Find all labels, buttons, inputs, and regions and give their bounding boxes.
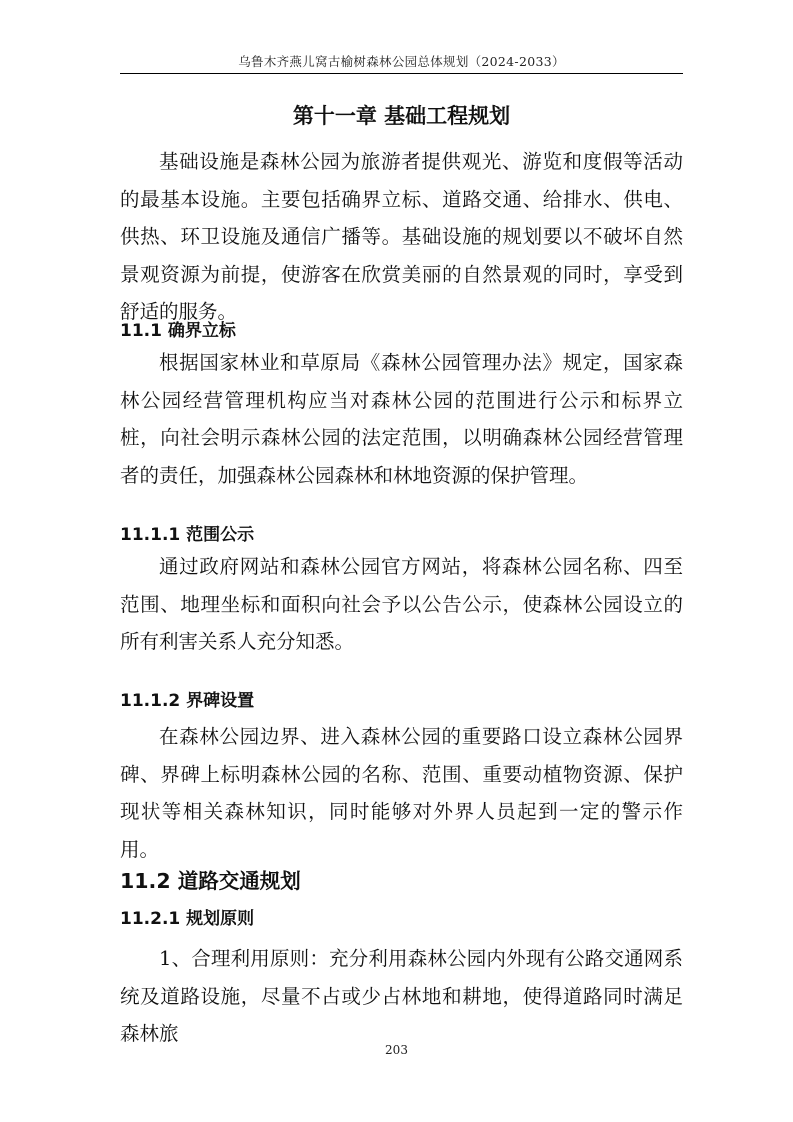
chapter-title: 第十一章 基础工程规划 <box>292 104 511 128</box>
section-11-2-1-paragraph: 1、合理利用原则：充分利用森林公园内外现有公路交通网系统及道路设施，尽量不占或少占林地和耕地，使得道路同时满足森林旅 <box>120 947 683 1045</box>
section-11-1-heading: 11.1 确界立标 <box>120 321 236 341</box>
section-11-2-heading: 11.2 道路交通规划 <box>120 869 301 893</box>
section-11-1-1-paragraph: 通过政府网站和森林公园官方网站，将森林公园名称、四至范围、地理坐标和面积向社会予以公告公示，使森林公园设立的所有利害关系人充分知悉。 <box>120 555 683 653</box>
page-number: 203 <box>385 1043 408 1057</box>
section-11-1-paragraph: 根据国家林业和草原局《森林公园管理办法》规定，国家森林公园经营管理机构应当对森林公园的范围进行公示和标界立桩，向社会明示森林公园的法定范围，以明确森林公园经营管理者的责任，加强森林公园森林和林地资源的保护管理。 <box>120 351 683 487</box>
running-header: 乌鲁木齐燕儿窝古榆树森林公园总体规划（2024-2033） <box>238 54 565 69</box>
section-11-1-2-paragraph: 在森林公园边界、进入森林公园的重要路口设立森林公园界碑、界碑上标明森林公园的名称、范围、重要动植物资源、保护现状等相关森林知识，同时能够对外界人员起到一定的警示作用。 <box>120 725 683 861</box>
section-11-1-2-heading: 11.1.2 界碑设置 <box>120 691 255 711</box>
section-11-2-1-heading: 11.2.1 规划原则 <box>120 909 255 929</box>
header-rule <box>120 73 683 74</box>
intro-paragraph: 基础设施是森林公园为旅游者提供观光、游览和度假等活动的最基本设施。主要包括确界立标、道路交通、给排水、供电、供热、环卫设施及通信广播等。基础设施的规划要以不破坏自然景观资源为前提，使游客在欣赏美丽的自然景观的同时，享受到舒适的服务。 <box>120 150 683 323</box>
section-11-1-1-heading: 11.1.1 范围公示 <box>120 525 255 545</box>
